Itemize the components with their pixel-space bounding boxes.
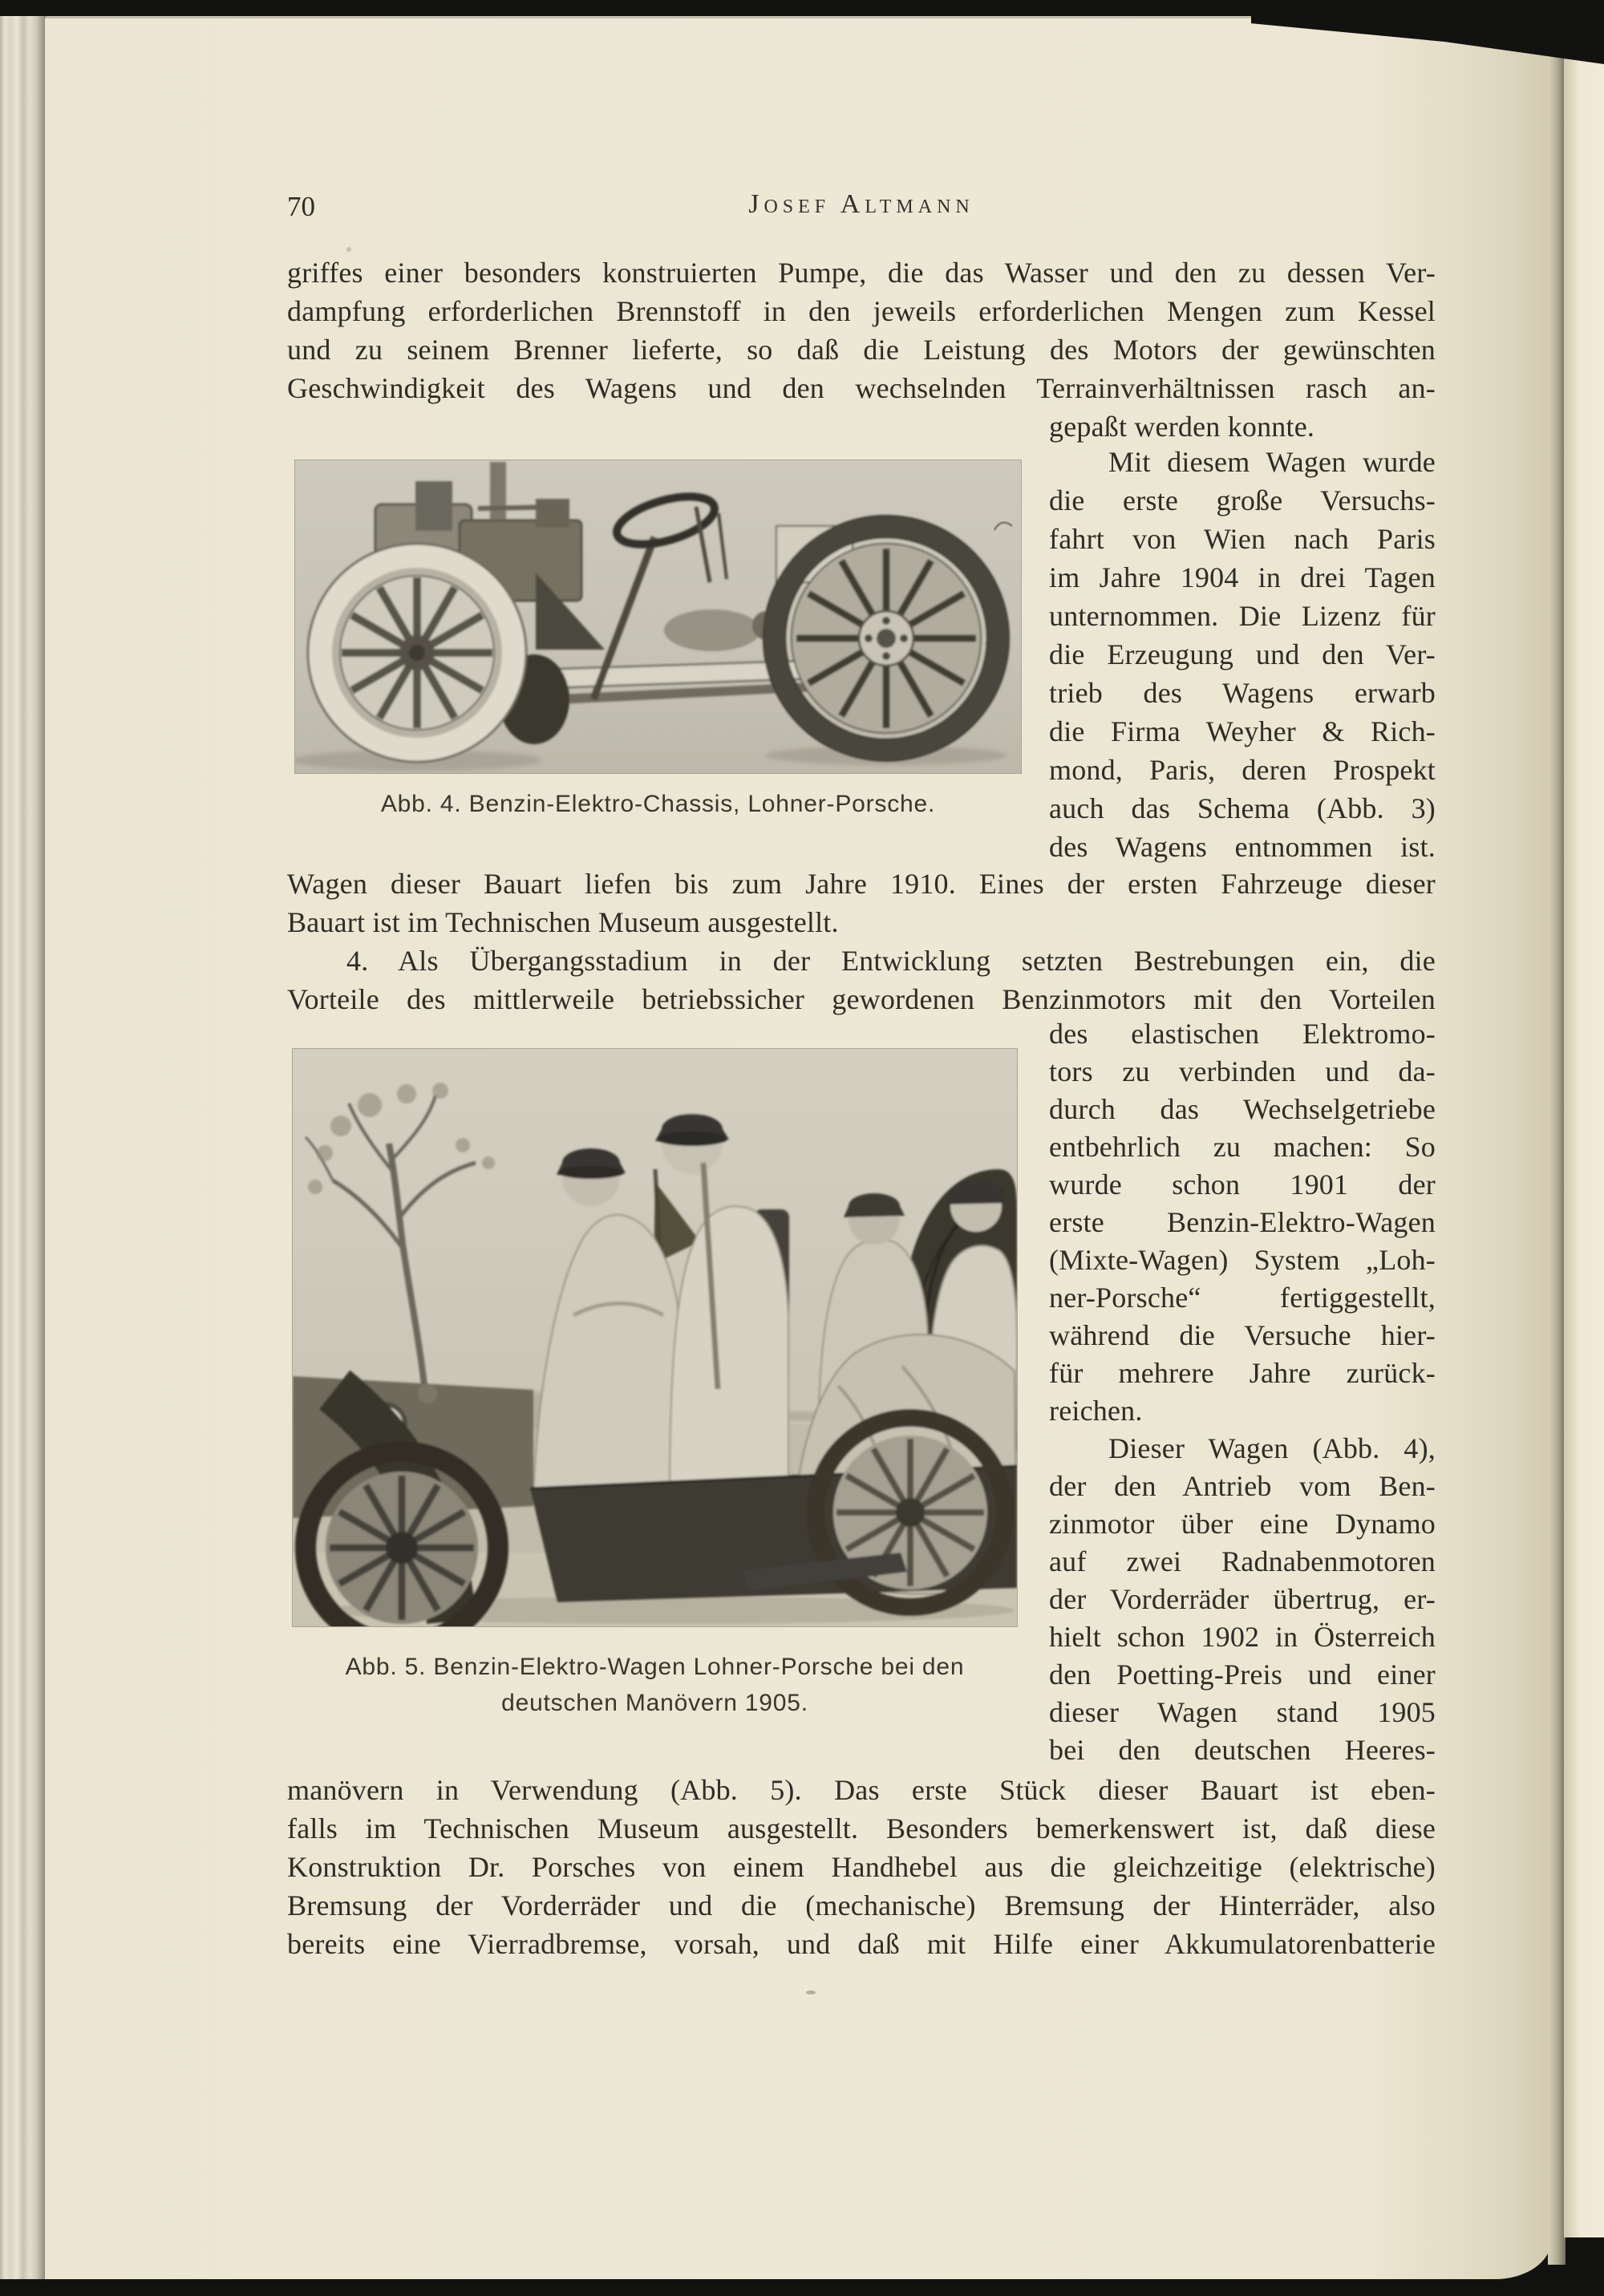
text-line: Dieser Wagen (Abb. 4), [1108, 1432, 1436, 1464]
paragraph-2 [287, 865, 1436, 1018]
text-line: trieb des Wagens erwarb [1049, 677, 1436, 709]
text-line: Konstruktion Dr. Porsches von einem Handhebel aus die gleichzeitige (elektrische) [287, 1851, 1436, 1883]
page-stack-edge [0, 14, 45, 2279]
text-line: Vorteile des mittlerweile betriebssicher gewordenen Benzinmotors mit den Vorteilen [287, 983, 1436, 1015]
text-line: Bauart ist im Technischen Museum ausgestellt. [287, 906, 839, 938]
car-photo-drawing [293, 1049, 1017, 1626]
text-line: dieser Wagen stand 1905 [1049, 1696, 1436, 1728]
text-line: auch das Schema (Abb. 3) [1049, 792, 1436, 824]
text-line: des elastischen Elektromo- [1049, 1018, 1436, 1050]
text-line: griffes einer besonders konstruierten Pumpe, die das Wasser und den zu dessen Ver- [287, 257, 1436, 289]
page-number: 70 [287, 191, 315, 222]
figure-5-caption-line-2: deutschen Manövern 1905. [501, 1690, 808, 1716]
paragraph-3 [287, 1771, 1436, 1963]
text-line: die Erzeugung und den Ver- [1049, 638, 1436, 670]
text-line: fahrt von Wien nach Paris [1049, 523, 1436, 555]
text-line: wurde schon 1901 der [1049, 1168, 1436, 1201]
text-line: erste Benzin-Elektro-Wagen [1049, 1206, 1436, 1238]
scan-speck [806, 1990, 816, 1994]
text-line: auf zwei Radnabenmotoren [1049, 1545, 1436, 1577]
text-line: für mehrere Jahre zurück- [1049, 1357, 1436, 1389]
text-line: und zu seinem Brenner lieferte, so daß die Leistung des Motors der gewünschten [287, 334, 1436, 366]
text-line: zinmotor über eine Dynamo [1049, 1508, 1436, 1540]
text-line: entbehrlich zu machen: So [1049, 1131, 1436, 1163]
pencil-mark [993, 518, 1014, 534]
column-beside-figure-5 [1049, 1015, 1436, 1769]
chassis-photo-drawing [295, 460, 1021, 773]
scanner-background-top [0, 0, 1604, 16]
text-line: ner-Porsche“ fertiggestellt, [1049, 1282, 1436, 1314]
figure-4-caption: Abb. 4. Benzin-Elektro-Chassis, Lohner-Porsche. [380, 791, 936, 817]
figure-5-photo-manoever-wagen [293, 1049, 1017, 1626]
figure-4-photo-benzin-elektro-chassis [295, 460, 1021, 773]
text-line: hielt schon 1902 in Österreich [1049, 1621, 1436, 1653]
text-line: im Jahre 1904 in drei Tagen [1049, 561, 1436, 593]
figure-5-caption-line-1: Abb. 5. Benzin-Elektro-Wagen Lohner-Porsche bei den [345, 1654, 965, 1680]
text-line: dampfung erforderlichen Brennstoff in den jeweils erforderlichen Mengen zum Kessel [287, 295, 1436, 327]
book-gutter [1548, 19, 1566, 2265]
text-line: 4. Als Übergangsstadium in der Entwicklung setzten Bestrebungen ein, die [346, 945, 1436, 977]
text-line: die erste große Versuchs- [1049, 484, 1436, 516]
scan-speck [346, 247, 351, 252]
text-line: Wagen dieser Bauart liefen bis zum Jahre 1910. Eines der ersten Fahrzeuge dieser [287, 868, 1436, 900]
text-line: tors zu verbinden und da- [1049, 1055, 1436, 1087]
text-line: der den Antrieb vom Ben- [1049, 1470, 1436, 1502]
text-line: bereits eine Vierradbremse, vorsah, und daß mit Hilfe einer Akkumulatorenbatterie [287, 1928, 1436, 1960]
text-line: Geschwindigkeit des Wagens und den wechselnden Terrainverhältnissen rasch an- [287, 372, 1436, 404]
text-line: den Poetting-Preis und einer [1049, 1658, 1436, 1691]
text-line: der Vorderräder übertrug, er- [1049, 1583, 1436, 1615]
text-line: bei den deutschen Heeres- [1049, 1734, 1436, 1766]
text-line: Mit diesem Wagen wurde [1108, 446, 1436, 478]
text-line: manövern in Verwendung (Abb. 5). Das erste Stück dieser Bauart ist eben- [287, 1774, 1436, 1806]
text-line: reichen. [1049, 1395, 1143, 1427]
text-line: des Wagens entnommen ist. [1049, 831, 1436, 863]
running-header: Josef Altmann [748, 189, 974, 219]
column-beside-figure-4 [1049, 443, 1436, 866]
text-line: Bremsung der Vorderräder und die (mechanische) Bremsung der Hinterräder, also [287, 1889, 1436, 1921]
text-line: durch das Wechselgetriebe [1049, 1093, 1436, 1125]
text-line: unternommen. Die Lizenz für [1049, 600, 1436, 632]
text-line: die Firma Weyher & Rich- [1049, 715, 1436, 747]
text-line: falls im Technischen Museum ausgestellt. Besonders bemerkenswert ist, daß diese [287, 1812, 1436, 1844]
text-line: (Mixte-Wagen) System „Loh- [1049, 1244, 1436, 1276]
next-page-edge [1564, 24, 1604, 2237]
paragraph-1 [287, 253, 1436, 446]
text-line: während die Versuche hier- [1049, 1319, 1436, 1351]
text-line: mond, Paris, deren Prospekt [1049, 754, 1436, 786]
text-line: gepaßt werden konnte. [1049, 411, 1315, 443]
